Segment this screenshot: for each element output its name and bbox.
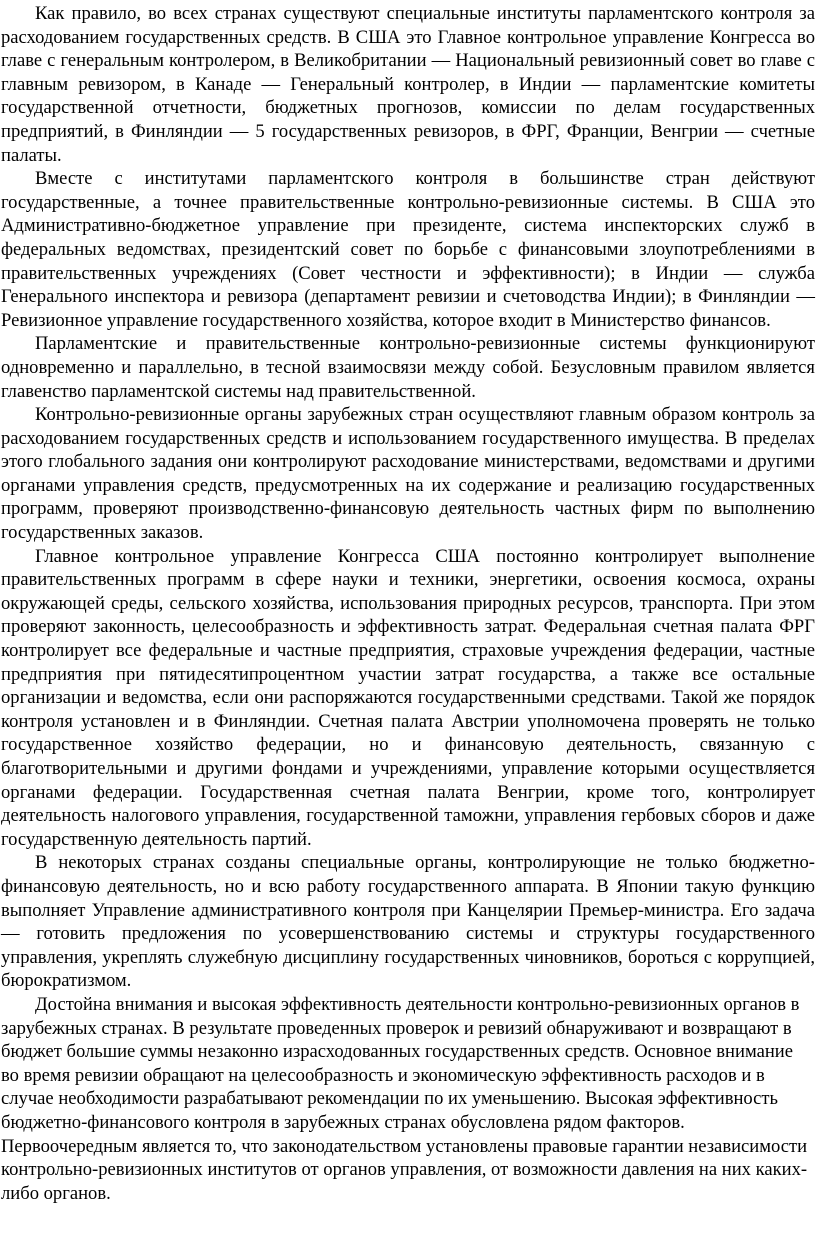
paragraph-parliamentary-control: Как правило, во всех странах существуют специальные институты парламентского контроля за расходованием государственных средств. В США это Главное контрольное управление Конгресса во главе с генеральным контролером, в Великобритании — Национальный ревизионный совет во главе с главным ревизором, в Канаде — Генеральный контролер, в Индии — парламентские комитеты государственной отчетности, бюджетных прогнозов, комиссии по делам государственных предприятий, в Финляндии — 5 государственных ревизоров, в ФРГ, Франции, Венгрии — счетные палаты. [1, 3, 815, 166]
paragraph-country-examples: Главное контрольное управление Конгресса США постоянно контролирует выполнение правительственных программ в сфере науки и техники, энергетики, освоения космоса, охраны окружающей среды, сельского хозяйства, использования природных ресурсов, транспорта. При этом проверяют законность, целесообразность и эффективность затрат. Федеральная счетная палата ФРГ контролирует все федеральные и частные предприятия, страховые учреждения федерации, частные предприятия при пятидесятипроцентном участии затрат государства, а также все остальные организации и ведомства, если они распоряжаются государственными средствами. Такой же порядок контроля установлен и в Финляндии. Счетная палата Австрии уполномочена проверять не только государственное хозяйство федерации, но и финансовую деятельность, связанную с благотворительными и другими фондами и учреждениями, управление которыми осуществляется органами федерации. Государственная счетная палата Венгрии, кроме того, контролирует деятельность налогового управления, государственной таможни, управления гербовых сборов и даже государственную деятельность партий. [1, 545, 815, 850]
paragraph-parallel-systems: Парламентские и правительственные контрольно-ревизионные системы функционируют одновременно и параллельно, в тесной взаимосвязи между собой. Безусловным правилом является главенство парламентской системы над правительственной. [1, 333, 815, 402]
document-page [0, 2, 816, 1240]
paragraph-government-systems: Вместе с институтами парламентского контроля в большинстве стран действуют государственные, а точнее правительственные контрольно-ревизионные системы. В США это Административно-бюджетное управление при президенте, система инспекторских служб в федеральных ведомствах, президентский совет по борьбе с финансовыми злоупотреблениями в правительственных учреждениях (Совет честности и эффективности); в Индии — служба Генерального инспектора и ревизора (департамент ревизии и счетоводства Индии); в Финляндии — Ревизионное управление государственного хозяйства, которое входит в Министерство финансов. [1, 168, 815, 331]
paragraph-special-bodies: В некоторых странах созданы специальные органы, контролирующие не только бюджетно-финансовую деятельность, но и всю работу государственного аппарата. В Японии такую функцию выполняет Управление административного контроля при Канцелярии Премьер-министра. Его задача — готовить предложения по усовершенствованию системы и структуры государственного управления, укреплять служебную дисциплину государственных чиновников, бороться с коррупцией, бюрократизмом. [1, 852, 815, 992]
paragraph-effectiveness: Достойна внимания и высокая эффективность деятельности контрольно-ревизионных органов в зарубежных странах. В результате проведенных проверок и ревизий обнаруживают и возвращают в бюджет большие суммы незаконно израсходованных государственных средств. Основное внимание во время ревизии обращают на целесообразность и экономическую эффективность расходов и в случае необходимости разрабатывают рекомендации по их уменьшению. Высокая эффективность бюджетно-финансового контроля в зарубежных странах обусловлена рядом факторов. Первоочередным является то, что законодательством установлены правовые гарантии независимости контрольно-ревизионных институтов от органов управления, от возможности давления на них каких-либо органов. [1, 993, 808, 1204]
paragraph-control-scope: Контрольно-ревизионные органы зарубежных стран осуществляют главным образом контроль за расходованием государственных средств и использованием государственного имущества. В пределах этого глобального задания они контролируют расходование министерствами, ведомствами и другими органами управления средств, предусмотренных на их содержание и реализацию государственных программ, проверяют производственно-финансовую деятельность частных фирм по выполнению государственных заказов. [1, 404, 815, 544]
